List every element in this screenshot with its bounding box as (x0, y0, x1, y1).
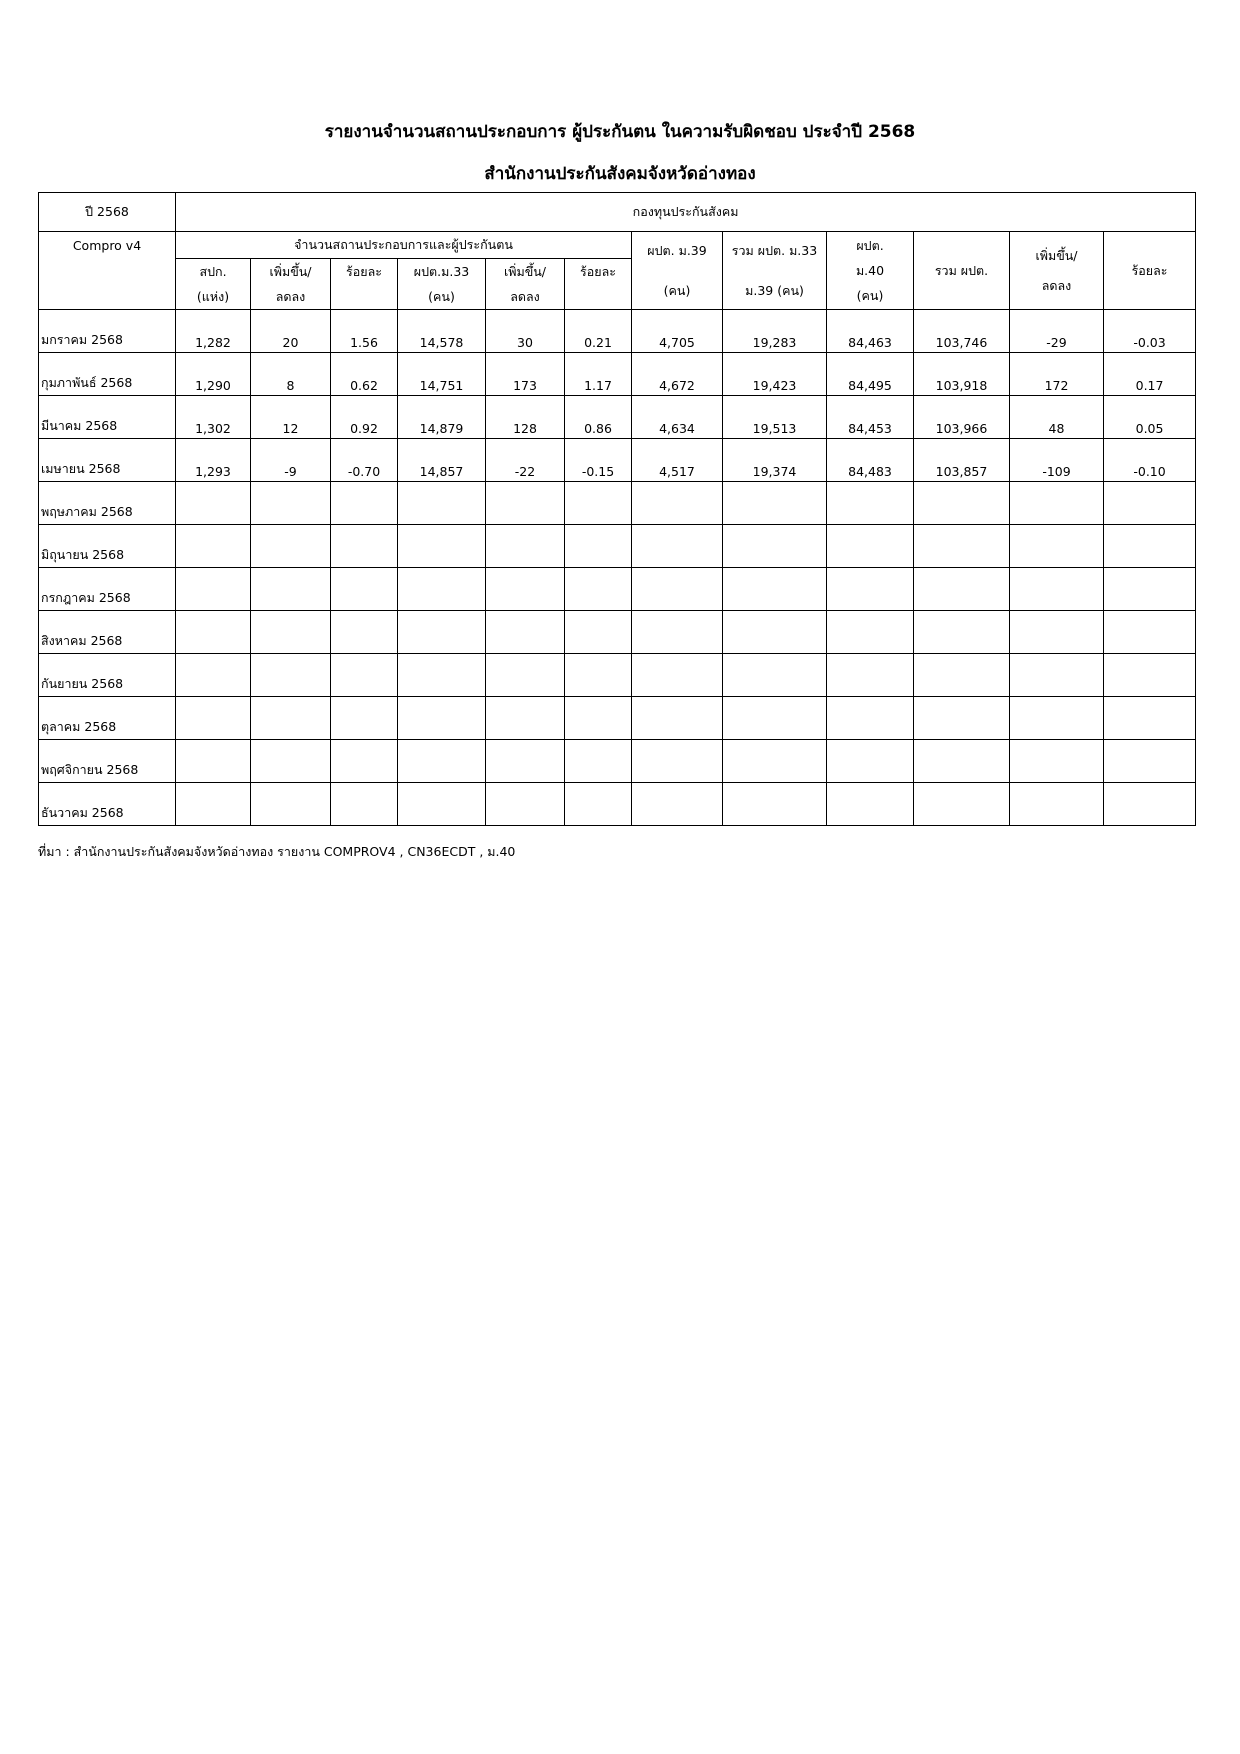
col-m33: ผปต.ม.33 (คน) (398, 259, 486, 310)
table-row: มิถุนายน 2568 (39, 525, 1196, 568)
col-inc2: เพิ่มขึ้น/ ลดลง (486, 259, 565, 310)
table-row: เมษายน 2568 1,293 -9 -0.70 14,857 -22 -0.15 4,517 19,374 84,483 103,857 -109 -0.10 (39, 439, 1196, 482)
table-row: กุมภาพันธ์ 2568 1,290 8 0.62 14,751 173 1.17 4,672 19,423 84,495 103,918 172 0.17 (39, 353, 1196, 396)
col-total: รวม ผปต. (914, 232, 1010, 310)
table-row: กันยายน 2568 (39, 654, 1196, 697)
col-pct2: ร้อยละ (565, 259, 632, 310)
source-note: ที่มา : สำนักงานประกันสังคมจังหวัดอ่างทอง รายงาน COMPROV4 , CN36ECDT , ม.40 (38, 844, 516, 859)
year-header: ปี 2568 (39, 193, 176, 232)
col-est: สปก. (แห่ง) (176, 259, 251, 310)
col-m40: ผปต. ม.40 (คน) (827, 232, 914, 310)
col-pct1: ร้อยละ (331, 259, 398, 310)
col-sum3339: รวม ผปต. ม.33 ม.39 (คน) (723, 232, 827, 310)
table-row: ธันวาคม 2568 (39, 783, 1196, 826)
table-row: ตุลาคม 2568 (39, 697, 1196, 740)
report-table (38, 192, 1196, 826)
table-row: มกราคม 2568 1,282 20 1.56 14,578 30 0.21 4,705 19,283 84,463 103,746 -29 -0.03 (39, 310, 1196, 353)
col-inc3: เพิ่มขึ้น/ ลดลง (1010, 232, 1104, 310)
table-row: กรกฎาคม 2568 (39, 568, 1196, 611)
col-pct3: ร้อยละ (1104, 232, 1196, 310)
col-m39: ผปต. ม.39 (คน) (632, 232, 723, 310)
group-header: จำนวนสถานประกอบการและผู้ประกันตน (176, 232, 632, 259)
fund-header: กองทุนประกันสังคม (176, 193, 1196, 232)
table-row: พฤษภาคม 2568 (39, 482, 1196, 525)
office-title: สำนักงานประกันสังคมจังหวัดอ่างทอง (484, 164, 756, 184)
report-title: รายงานจำนวนสถานประกอบการ ผู้ประกันตน ในความรับผิดชอบ ประจำปี 2568 (324, 122, 916, 142)
table-row: มีนาคม 2568 1,302 12 0.92 14,879 128 0.86 4,634 19,513 84,453 103,966 48 0.05 (39, 396, 1196, 439)
table-row: สิงหาคม 2568 (39, 611, 1196, 654)
table-row: พฤศจิกายน 2568 (39, 740, 1196, 783)
compro-header: Compro v4 (39, 232, 176, 310)
col-inc1: เพิ่มขึ้น/ ลดลง (251, 259, 331, 310)
